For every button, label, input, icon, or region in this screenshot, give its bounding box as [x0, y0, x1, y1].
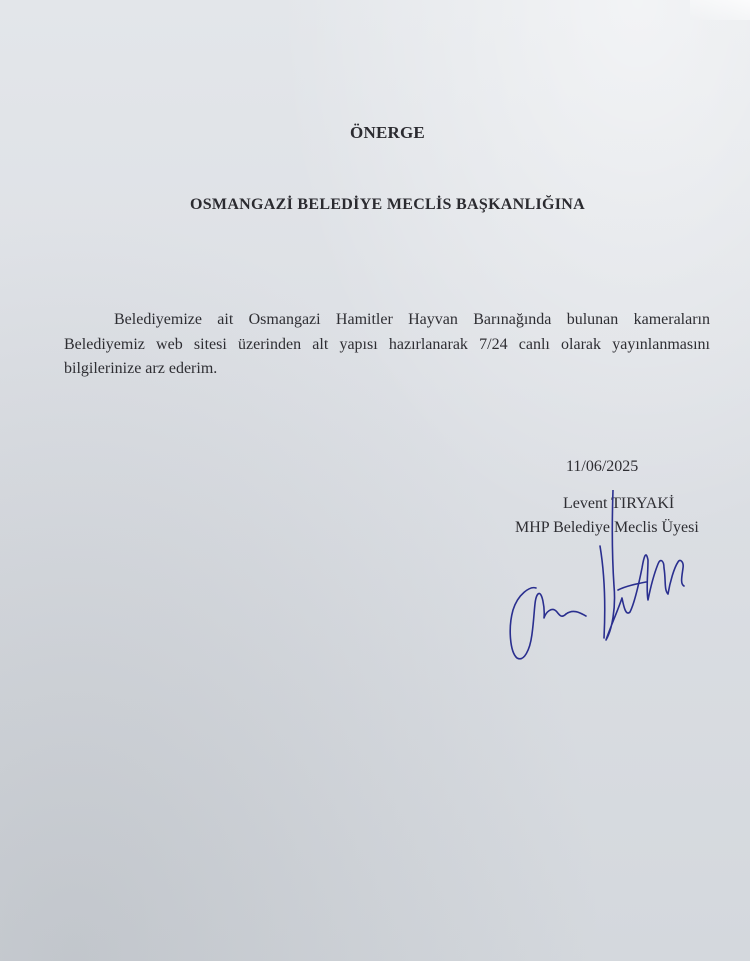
signature-stroke-5 — [618, 582, 646, 590]
signer-title: MHP Belediye Meclis Üyesi — [515, 519, 699, 536]
document-addressee: OSMANGAZİ BELEDİYE MECLİS BAŞKANLIĞINA — [189, 196, 586, 213]
document-title: ÖNERGE — [350, 123, 425, 142]
body-line-1: Belediyemize ait Osmangazi Hamitler Hayvan Barınağında bulunan kameraların — [114, 311, 710, 328]
body-line-2: Belediyemiz web sitesi üzerinden alt yapısı hazırlanarak 7/24 canlı olarak yayınlanmasını — [64, 335, 710, 353]
light-reflection — [690, 0, 750, 20]
signature-stroke-3 — [600, 546, 605, 638]
signature-stroke-2 — [566, 611, 586, 616]
signature-stroke-1 — [510, 588, 566, 659]
signer-name: Levent TIRYAKİ — [563, 495, 675, 512]
document-date: 11/06/2025 — [566, 458, 639, 475]
body-line-3: bilgilerinize arz ederim. — [64, 360, 218, 377]
document-body — [64, 308, 710, 382]
handwritten-signature — [500, 490, 700, 670]
signature-stroke-4 — [606, 490, 684, 640]
